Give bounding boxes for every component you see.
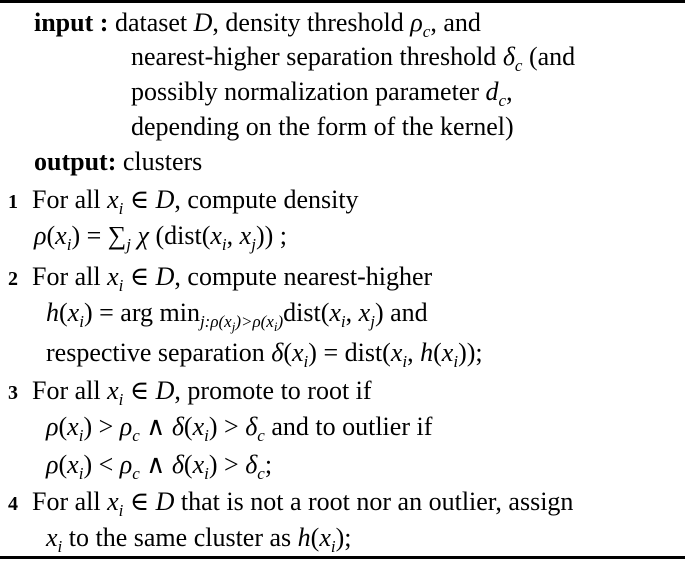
step-number: 1 (8, 191, 18, 213)
step-1-line-2: $\rho(x_i) = \sum_j$ χ ($dist(x_i$, $x_j$)) ; (34, 221, 287, 254)
input-line-1: input : dataset D, density threshold $\rho_c$, and (34, 8, 481, 41)
step-3-line-2: $\rho(x_i) > \rho_c$ ∧ $\delta(x_i) > \delta_c$ and to outlier if (46, 412, 433, 445)
step-4-line-1: 4 For all $x_i$ ∈ D that is not a root nor an outlier, assign (8, 487, 574, 520)
input-line-2: nearest-higher separation threshold $\delta_c$ (and (131, 42, 576, 75)
step-3-line-3: $\rho(x_i) < \rho_c$ ∧ $\delta(x_i) > \delta_c$; (46, 450, 273, 483)
output-text: clusters (122, 147, 203, 176)
step-3-line-1: 3 For all $x_i$ ∈ D, promote to root if (8, 376, 372, 409)
step-2-line-3: respective separation $\delta(x_i)$ = $dist(x_i$, $h(x_i)$); (46, 338, 483, 371)
input-line-4: depending on the form of the kernel) (131, 112, 514, 141)
step-number: 4 (8, 493, 18, 515)
input-label: input (34, 8, 94, 37)
step-2-line-2: $h(x_i)$ = arg $\min_{j:\rho(x_j)>\rho(x_i)}dist(x_i$, $x_j$) and (46, 298, 428, 334)
step-4-line-2: $x_i$ to the same cluster as $h(x_i)$; (46, 523, 352, 556)
step-2-line-1: 2 For all $x_i$ ∈ D, compute nearest-higher (8, 262, 433, 295)
step-number: 2 (8, 268, 18, 290)
input-colon: : (99, 8, 109, 37)
step-1-line-1: 1 For all $x_i$ ∈ D, compute density (8, 185, 359, 218)
output-label: output: (34, 147, 117, 176)
output-line (34, 145, 202, 179)
step-number: 3 (8, 382, 18, 404)
input-line-3: possibly normalization parameter $d_c$, (131, 77, 513, 110)
